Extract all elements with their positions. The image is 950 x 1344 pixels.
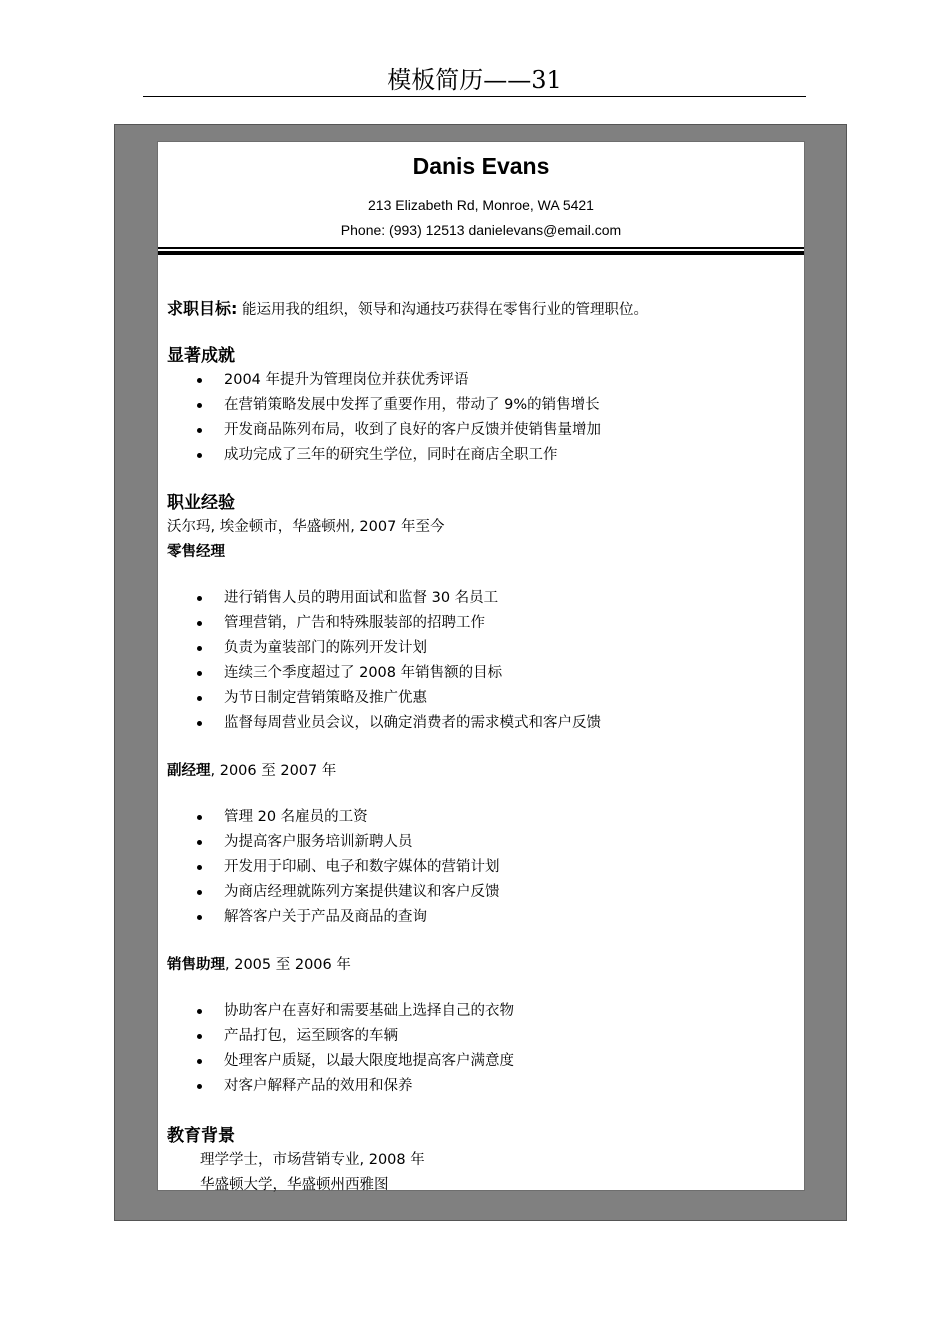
bullet-icon bbox=[197, 621, 202, 626]
bullet-icon bbox=[197, 1034, 202, 1039]
resume-body bbox=[158, 297, 804, 1198]
objective-label: 求职目标: bbox=[167, 299, 238, 318]
bullet-icon bbox=[197, 428, 202, 433]
list-item: 进行销售人员的聘用面试和监督 30 名员工 bbox=[167, 586, 804, 611]
achievements-list bbox=[167, 368, 804, 468]
bullet-icon bbox=[197, 696, 202, 701]
experience-heading: 职业经验 bbox=[167, 493, 235, 513]
list-item: 为提高客户服务培训新聘人员 bbox=[167, 830, 804, 855]
bullet-icon bbox=[197, 378, 202, 383]
header-divider-thick bbox=[158, 251, 804, 255]
bullet-icon bbox=[197, 453, 202, 458]
education-heading: 教育背景 bbox=[167, 1126, 235, 1146]
contact-line: Phone: (993) 12513 danielevans@email.com bbox=[340, 222, 622, 238]
bullet-icon bbox=[197, 815, 202, 820]
resume-header bbox=[158, 151, 804, 243]
list-item: 为节日制定营销策略及推广优惠 bbox=[167, 686, 804, 711]
objective-text: 能运用我的组织，领导和沟通技巧获得在零售行业的管理职位。 bbox=[237, 302, 649, 318]
job-duties-list bbox=[167, 586, 804, 736]
list-item: 开发商品陈列布局，收到了良好的客户反馈并使销售量增加 bbox=[167, 418, 804, 443]
list-item: 产品打包，运至顾客的车辆 bbox=[167, 1024, 804, 1049]
list-item: 2004 年提升为管理岗位并获优秀评语 bbox=[167, 368, 804, 393]
objective bbox=[167, 297, 804, 322]
list-item: 开发用于印刷、电子和数字媒体的营销计划 bbox=[167, 855, 804, 880]
education-school: 华盛顿大学，华盛顿州西雅图 bbox=[200, 1177, 389, 1193]
list-item: 协助客户在喜好和需要基础上选择自己的衣物 bbox=[167, 999, 804, 1024]
list-item: 成功完成了三年的研究生学位，同时在商店全职工作 bbox=[167, 443, 804, 468]
bullet-icon bbox=[197, 596, 202, 601]
bullet-icon bbox=[197, 865, 202, 870]
bullet-icon bbox=[197, 403, 202, 408]
achievements-heading: 显著成就 bbox=[167, 346, 235, 366]
bullet-icon bbox=[197, 1084, 202, 1089]
list-item: 处理客户质疑，以最大限度地提高客户满意度 bbox=[167, 1049, 804, 1074]
job-title: 销售助理, 2005 至 2006 年 bbox=[167, 957, 351, 973]
bullet-icon bbox=[197, 890, 202, 895]
list-item: 监督每周营业员会议，以确定消费者的需求模式和客户反馈 bbox=[167, 711, 804, 736]
job-duties-list bbox=[167, 999, 804, 1099]
list-item: 负责为童装部门的陈列开发计划 bbox=[167, 636, 804, 661]
bullet-icon bbox=[197, 915, 202, 920]
list-item: 为商店经理就陈列方案提供建议和客户反馈 bbox=[167, 880, 804, 905]
bullet-icon bbox=[197, 671, 202, 676]
bullet-icon bbox=[197, 840, 202, 845]
header-divider-thin bbox=[158, 247, 804, 249]
candidate-name: Danis Evans bbox=[412, 153, 550, 179]
list-item: 管理 20 名雇员的工资 bbox=[167, 805, 804, 830]
list-item: 在营销策略发展中发挥了重要作用，带动了 9%的销售增长 bbox=[167, 393, 804, 418]
bullet-icon bbox=[197, 646, 202, 651]
address-line: 213 Elizabeth Rd, Monroe, WA 5421 bbox=[368, 197, 594, 213]
job-duties-list bbox=[167, 805, 804, 930]
bullet-icon bbox=[197, 1059, 202, 1064]
employer-line: 沃尔玛, 埃金顿市，华盛顿州, 2007 年至今 bbox=[167, 519, 445, 535]
bullet-icon bbox=[197, 1009, 202, 1014]
list-item: 管理营销，广告和特殊服装部的招聘工作 bbox=[167, 611, 804, 636]
list-item: 对客户解释产品的效用和保养 bbox=[167, 1074, 804, 1099]
job-title: 副经理, 2006 至 2007 年 bbox=[167, 763, 337, 779]
document-title: 模板简历——31 bbox=[143, 64, 806, 97]
resume-paper bbox=[157, 141, 805, 1191]
education-degree: 理学学士，市场营销专业, 2008 年 bbox=[200, 1152, 425, 1168]
bullet-icon bbox=[197, 721, 202, 726]
list-item: 连续三个季度超过了 2008 年销售额的目标 bbox=[167, 661, 804, 686]
job-title: 零售经理 bbox=[167, 544, 225, 560]
list-item: 解答客户关于产品及商品的查询 bbox=[167, 905, 804, 930]
